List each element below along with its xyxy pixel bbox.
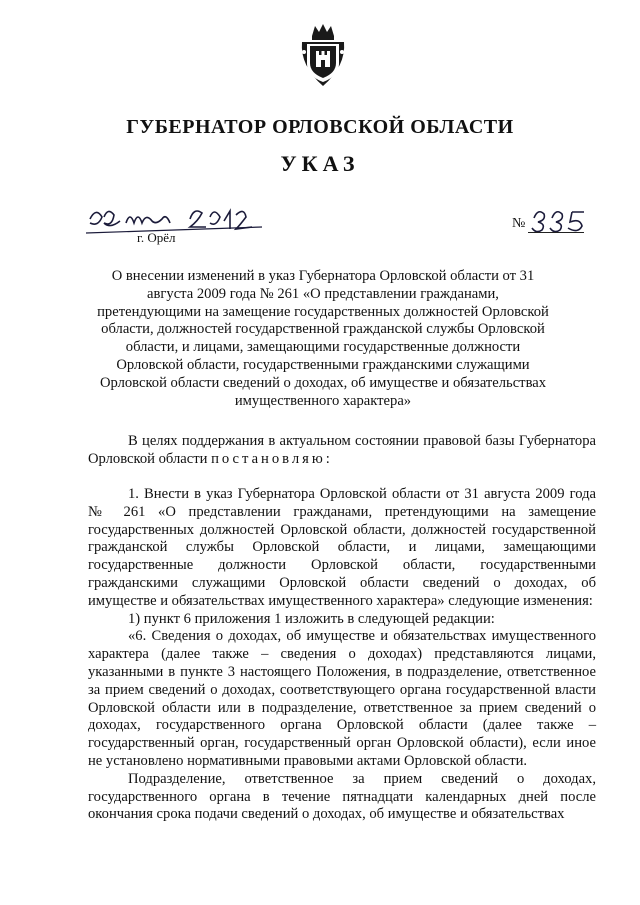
preamble-text: В целях поддержания в актуальном состоянии правовой базы Губернатора Орловской области	[88, 433, 596, 467]
document-type-title: УКАЗ	[280, 151, 360, 176]
place-of-issue: г. Орёл	[137, 230, 176, 245]
handwritten-date	[86, 205, 266, 237]
decree-subject: О внесении изменений в указ Губернатора Орловской области от 31 августа 2009 года № 261 «О представлении гражданами, претендующими на замещение государственных должностей Орловской области, должностей государственной гражданской службы Орловской области, и лицами, замещающими государственные должности Орловской области, государственными гражданскими служащими Орловской области сведений о доходах, об имуществе и обязательствах имущественного характера»	[97, 268, 549, 409]
decree-verb: постановляю:	[211, 450, 333, 467]
paragraph: 1) пункт 6 приложения 1 изложить в следующей редакции:	[128, 610, 495, 627]
issuer-title: ГУБЕРНАТОР ОРЛОВСКОЙ ОБЛАСТИ	[126, 116, 514, 138]
handwritten-number	[530, 208, 600, 234]
paragraph: Подразделение, ответственное за прием сведений о доходах, государственного органа в течение пятнадцати календарных дней после окончания срока подачи сведений о доходах, об имуществе и обязательствах	[88, 770, 596, 823]
coat-of-arms-icon	[298, 22, 348, 88]
decree-body	[88, 486, 596, 824]
number-underline	[528, 232, 584, 233]
number-label: №	[512, 216, 526, 231]
preamble	[88, 433, 596, 469]
paragraph: 1. Внести в указ Губернатора Орловской области от 31 августа 2009 года № 261 «О представлении гражданами, претендующими на замещение государственных должностей Орловской области, должностей государственной гражданской службы Орловской области, и лицами, замещающими государственные должности Орловской области, государственными гражданскими служащими Орловской области сведений о доходах, об имуществе и обязательствах имущественного характера» следующие изменения:	[88, 486, 596, 609]
paragraph: «6. Сведения о доходах, об имуществе и обязательствах имущественного характера (далее также – сведения о доходах) представляются лицами, указанными в пункте 3 настоящего Положения, в подразделение, ответственное за прием сведений о доходах, соответствующего органа государственной власти Орловской области или в подразделение, ответственное за прием сведений о доходах, государственного органа Орловской области (далее также – государственный орган, государственный орган Орловской области), если иное не установлено нормативными правовыми актами Орловской области.	[88, 628, 596, 769]
